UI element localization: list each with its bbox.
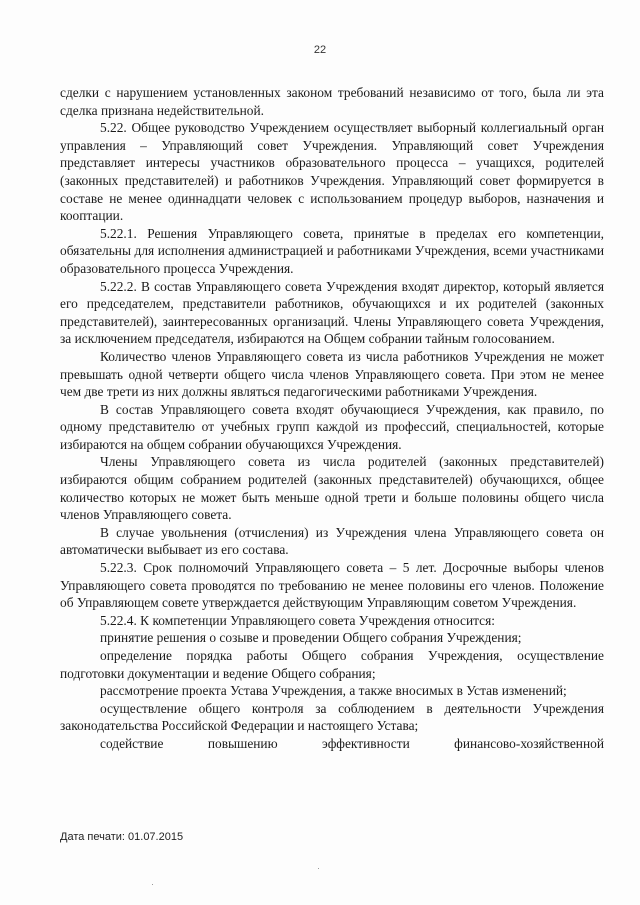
- paragraph-5-22: 5.22. Общее руководство Учреждением осуществляет выборный коллегиальный орган управления – Управляющий совет Учреждения. Управляющий совет Учреждения представляет интересы участников образовательного процесса – учащихся, родителей (законных представителей) и работников Учреждения. Управляющий совет формируется в составе не менее одиннадцати человек с использованием процедур выборов, назначения и кооптации.: [60, 120, 604, 224]
- document-body: [60, 84, 604, 753]
- page-number: 22: [313, 44, 327, 56]
- paragraph-5-22-1: 5.22.1. Решения Управляющего совета, принятые в пределах его компетенции, обязательны для исполнения администрацией и работниками Учреждения, всеми участниками образовательного процесса Учреждения.: [60, 225, 604, 276]
- paragraph-dismissal: В случае увольнения (отчисления) из Учреждения члена Управляющего совета он автоматически выбывает из его состава.: [60, 524, 604, 558]
- list-item-meeting-procedure: определение порядка работы Общего собрания Учреждения, осуществление подготовки документации и ведение Общего собрания;: [60, 648, 604, 681]
- paragraph-student-members: В состав Управляющего совета входят обучающиеся Учреждения, как правило, по одному представителю от учебных групп каждой из профессий, специальностей, которые избираются на общем собрании обучающихся Учреждения.: [60, 401, 604, 452]
- list-item-general-control: осуществление общего контроля за соблюдением в деятельности Учреждения законодательства Российской Федерации и настоящего Устава;: [60, 700, 604, 734]
- paragraph-continuation: сделки с нарушением установленных законом требований независимо от того, была ли эта сделка признана недействительной.: [60, 85, 604, 118]
- list-item-general-meeting: принятие решения о созыве и проведении Общего собрания Учреждения;: [100, 630, 522, 646]
- paragraph-5-22-3: 5.22.3. Срок полномочий Управляющего совета – 5 лет. Досрочные выборы членов Управляющего совета проводятся по требованию не менее половины его членов. Положение об Управляющем совете утверждается действующим Управляющим советом Учреждения.: [60, 560, 604, 611]
- scan-speck: [318, 868, 319, 869]
- paragraph-staff-members: Количество членов Управляющего совета из числа работников Учреждения не может превышать одной четверти общего числа членов Управляющего совета. При этом не менее чем две трети из них должны являться педагогическими работниками Учреждения.: [60, 348, 604, 400]
- scan-speck: [152, 884, 153, 885]
- list-item-efficiency: содействие повышению эффективности финансово-хозяйственной: [100, 735, 604, 751]
- print-date: Дата печати: 01.07.2015: [60, 831, 184, 843]
- paragraph-5-22-4: 5.22.4. К компетенции Управляющего совета Учреждения относится:: [100, 612, 496, 628]
- paragraph-5-22-2: 5.22.2. В состав Управляющего совета Учреждения входят директор, который является его председателем, представители работников, обучающихся и их родителей (законных представителей), заинтересованных организаций. Члены Управляющего совета Учреждения, за исключением председателя, избираются на Общем собрании тайным голосованием.: [60, 278, 604, 347]
- list-item-charter-review: рассмотрение проекта Устава Учреждения, а также вносимых в Устав изменений;: [100, 683, 567, 699]
- paragraph-parent-members: Члены Управляющего совета из числа родителей (законных представителей) избираются общим собранием родителей (законных представителей) обучающихся, общее количество которых не может быть меньше одной трети и больше половины общего числа членов Управляющего совета.: [60, 454, 604, 523]
